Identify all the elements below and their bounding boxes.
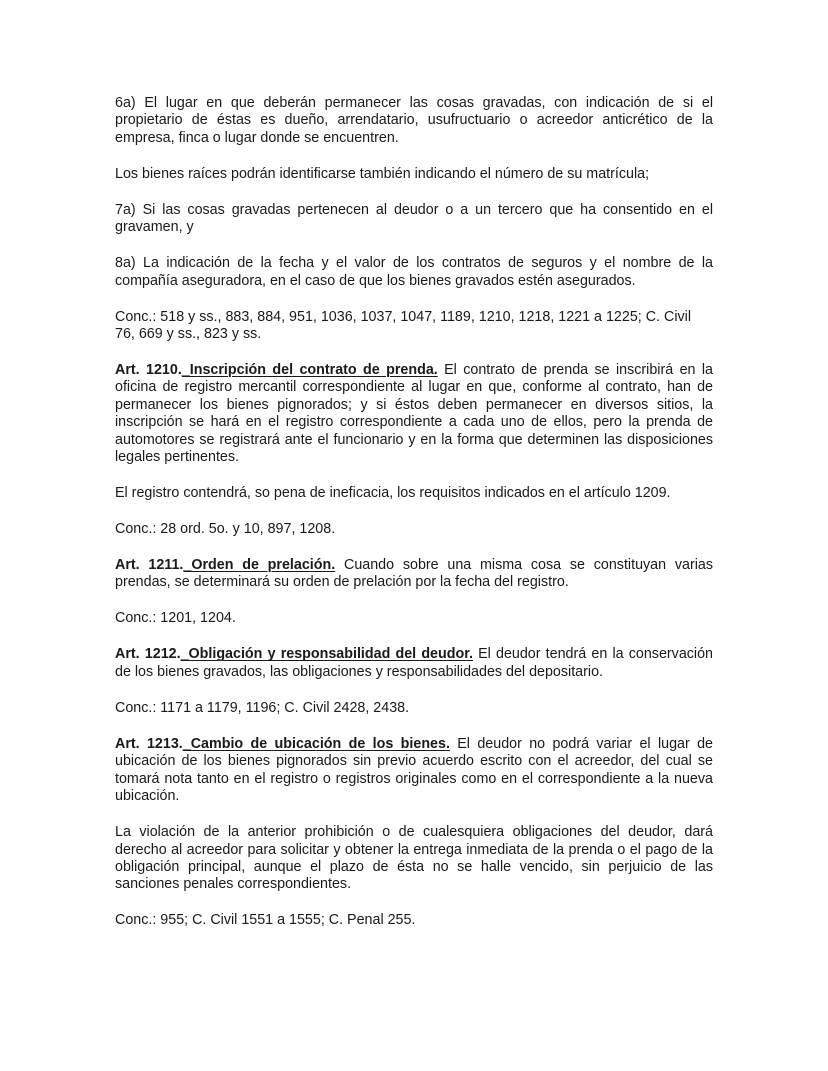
concordance-1211: Conc.: 1201, 1204.: [115, 610, 236, 627]
article-1213: [115, 736, 713, 806]
paragraph-item-6a: 6a) El lugar en que deberán permanecer las cosas gravadas, con indicación de si el propietario de éstas es dueño, arrendatario, usufructuario o acreedor anticrético de la empresa, finca o lugar donde se encuentren.: [115, 95, 713, 146]
paragraph-violacion: La violación de la anterior prohibición o de cualesquiera obligaciones del deudor, dará derecho al acreedor para solicitar y obtener la entrega inmediata de la prenda o el pago de la obligación principal, aunque el plazo de ésta no se halle vencido, sin perjuicio de las sanciones penales correspondientes.: [115, 824, 713, 893]
concordance-1212: Conc.: 1171 a 1179, 1196; C. Civil 2428, 2438.: [115, 699, 410, 716]
article-title: _Inscripción del contrato de prenda.: [181, 362, 438, 379]
article-number: Art. 1211.: [115, 557, 184, 574]
article-title: _Obligación y responsabilidad del deudor.: [180, 646, 473, 663]
article-1210: [115, 362, 713, 466]
article-number: Art. 1212.: [115, 646, 181, 663]
paragraph-matricula: Los bienes raíces podrán identificarse también indicando el número de su matrícula;: [115, 165, 650, 182]
concordance-1213: Conc.: 955; C. Civil 1551 a 1555; C. Penal 255.: [115, 912, 416, 929]
concordance-1210: Conc.: 28 ord. 5o. y 10, 897, 1208.: [115, 521, 336, 538]
article-title: _Cambio de ubicación de los bienes.: [182, 735, 450, 752]
article-body: El contrato de prenda se inscribirá en la oficina de registro mercantil correspondiente al lugar en que, conforme al contrato, han de permanecer los bienes pignorados; y si éstos deben permanecer en diversos sitios, la inscripción se hará en el registro correspondiente a cada uno de ellos, pero la prenda de automotores se registrará ante el funcionario y en la forma que determinen las disposiciones legales pertinentes.: [115, 362, 713, 466]
article-body: Cuando sobre una misma cosa se constituyan varias prendas, se determinará su orden de prelación por la fecha del registro.: [115, 557, 713, 591]
article-number: Art. 1213.: [115, 735, 183, 752]
paragraph-registro: El registro contendrá, so pena de ineficacia, los requisitos indicados en el artículo 1209.: [115, 485, 671, 502]
concordance-1209: Conc.: 518 y ss., 883, 884, 951, 1036, 1037, 1047, 1189, 1210, 1218, 1221 a 1225; C. Civil 76, 669 y ss., 823 y ss.: [115, 308, 692, 343]
article-1212: [115, 646, 713, 681]
article-body: El deudor tendrá en la conservación de los bienes gravados, las obligaciones y responsabilidades del depositario.: [115, 646, 713, 680]
article-1211: [115, 557, 713, 592]
article-title: _Orden de prelación.: [183, 557, 336, 574]
article-body: El deudor no podrá variar el lugar de ubicación de los bienes pignorados sin previo acuerdo escrito con el acreedor, del cual se tomará nota tanto en el registro o registros originales como en el correspondiente a la nueva ubicación.: [115, 735, 714, 805]
paragraph-item-7a: 7a) Si las cosas gravadas pertenecen al deudor o a un tercero que ha consentido en el gravamen, y: [115, 201, 713, 236]
article-number: Art. 1210.: [115, 362, 182, 379]
paragraph-item-8a: 8a) La indicación de la fecha y el valor de los contratos de seguros y el nombre de la compañía aseguradora, en el caso de que los bienes gravados estén asegurados.: [115, 255, 713, 289]
document-page: [115, 95, 713, 948]
